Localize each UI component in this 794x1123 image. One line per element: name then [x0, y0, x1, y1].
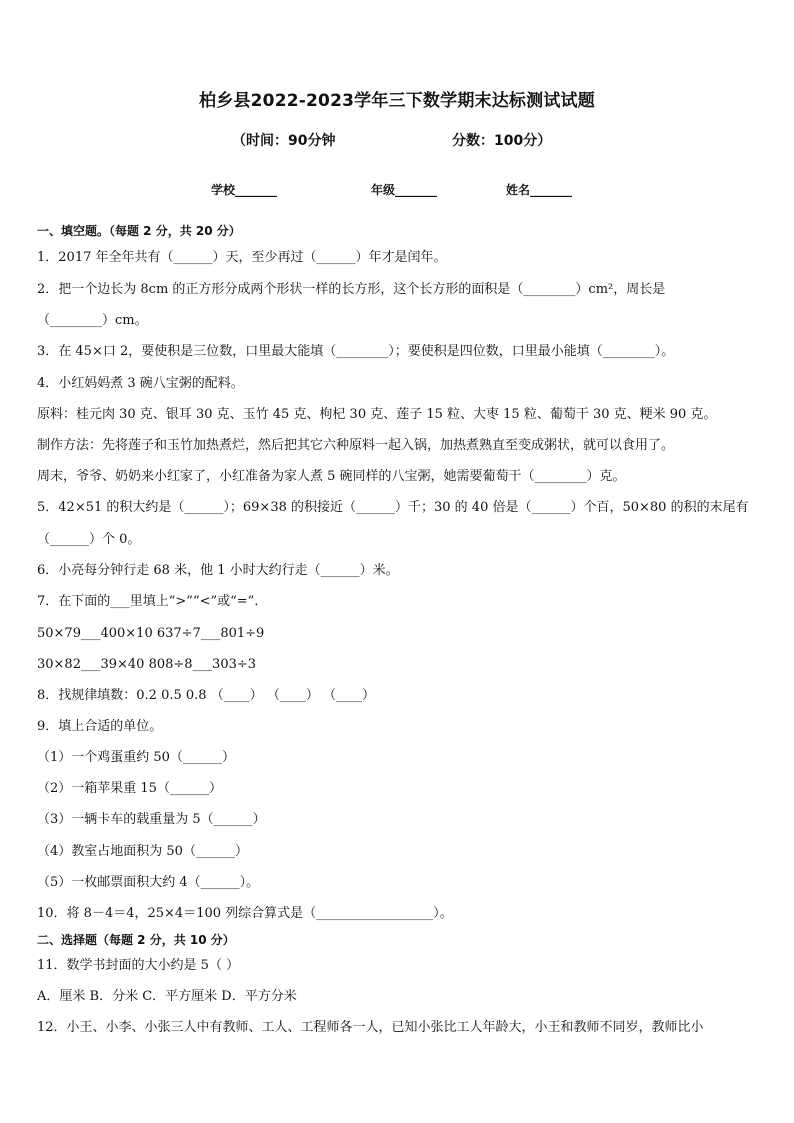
page-title: 柏乡县2022-2023学年三下数学期末达标测试试题 [199, 91, 595, 111]
question-9: 9．填上合适的单位。 [37, 719, 163, 734]
question-5: 5．42×51 的积大约是（______）；69×38 的积接近（______）千；30 的 40 倍是（______）个百，50×80 的积的末尾有 [37, 500, 749, 515]
question-5-cont: （______）个 0。 [37, 532, 141, 547]
question-3: 3．在 45×口 2，要使积是三位数，口里最大能填（________）；要使积是四位数，口里最小能填（________）。 [37, 344, 675, 359]
question-10: 10．将 8－4＝4，25×4＝100 列综合算式是（__________________）。 [37, 906, 453, 921]
question-4-ingredients: 原料：桂元肉 30 克、银耳 30 克、玉竹 45 克、枸杞 30 克、莲子 15 粒、大枣 15 粒、葡萄干 30 克、粳米 90 克。 [37, 407, 717, 422]
question-6: 6．小亮每分钟行走 68 米，他 1 小时大约行走（______）米。 [37, 563, 399, 578]
exam-score: 分数：100分） [452, 133, 552, 149]
question-9-item-2: （2）一箱苹果重 15（______） [37, 781, 222, 796]
question-9-item-5: （5）一枚邮票面积大约 4（______）。 [37, 875, 260, 890]
question-7-row-1: 50×79___400×10 637÷7___801÷9 [37, 626, 265, 641]
question-9-item-1: （1）一个鸡蛋重约 50（______） [37, 750, 235, 765]
question-4-method: 制作方法：先将莲子和玉竹加热煮烂，然后把其它六种原料一起入锅，加热煮熟直至变成粥状，就可以食用了。 [37, 438, 675, 453]
question-2: 2．把一个边长为 8cm 的正方形分成两个形状一样的长方形，这个长方形的面积是（________）cm²，周长是 [37, 282, 666, 297]
question-9-item-4: （4）教室占地面积为 50（______） [37, 844, 248, 859]
question-12: 12．小王、小李、小张三人中有教师、工人、工程师各一人，已知小张比工人年龄大，小王和教师不同岁，教师比小 [37, 1020, 704, 1035]
section-heading-choice: 二、选择题（每题 2 分，共 10 分） [37, 933, 235, 947]
name-field[interactable]: 姓名_______ [506, 183, 573, 197]
question-4-ask: 周末，爷爷、奶奶来小红家了，小红准备为家人煮 5 碗同样的八宝粥，她需要葡萄干（________）克。 [37, 469, 626, 484]
question-2-cont: （________）cm。 [37, 313, 148, 328]
school-field[interactable]: 学校_______ [211, 183, 278, 197]
question-11-options: A．厘米 B．分米 C．平方厘米 D．平方分米 [37, 989, 297, 1004]
question-11: 11．数学书封面的大小约是 5（ ） [37, 958, 240, 973]
question-4: 4．小红妈妈煮 3 碗八宝粥的配料。 [37, 376, 244, 391]
question-7: 7．在下面的___里填上“>”“<”或“=”． [37, 594, 268, 609]
section-heading-fill: 一、填空题。（每题 2 分，共 20 分） [37, 224, 241, 238]
question-1: 1．2017 年全年共有（______）天，至少再过（______）年才是闰年。 [37, 250, 447, 265]
question-9-item-3: （3）一辆卡车的载重量为 5（______） [37, 812, 266, 827]
question-8: 8．找规律填数：0.2 0.5 0.8 （____） （____） （____） [37, 688, 375, 703]
grade-field[interactable]: 年级_______ [371, 183, 438, 197]
question-7-row-2: 30×82___39×40 808÷8___303÷3 [37, 657, 257, 672]
exam-time: （时间：90分钟 [232, 133, 336, 149]
